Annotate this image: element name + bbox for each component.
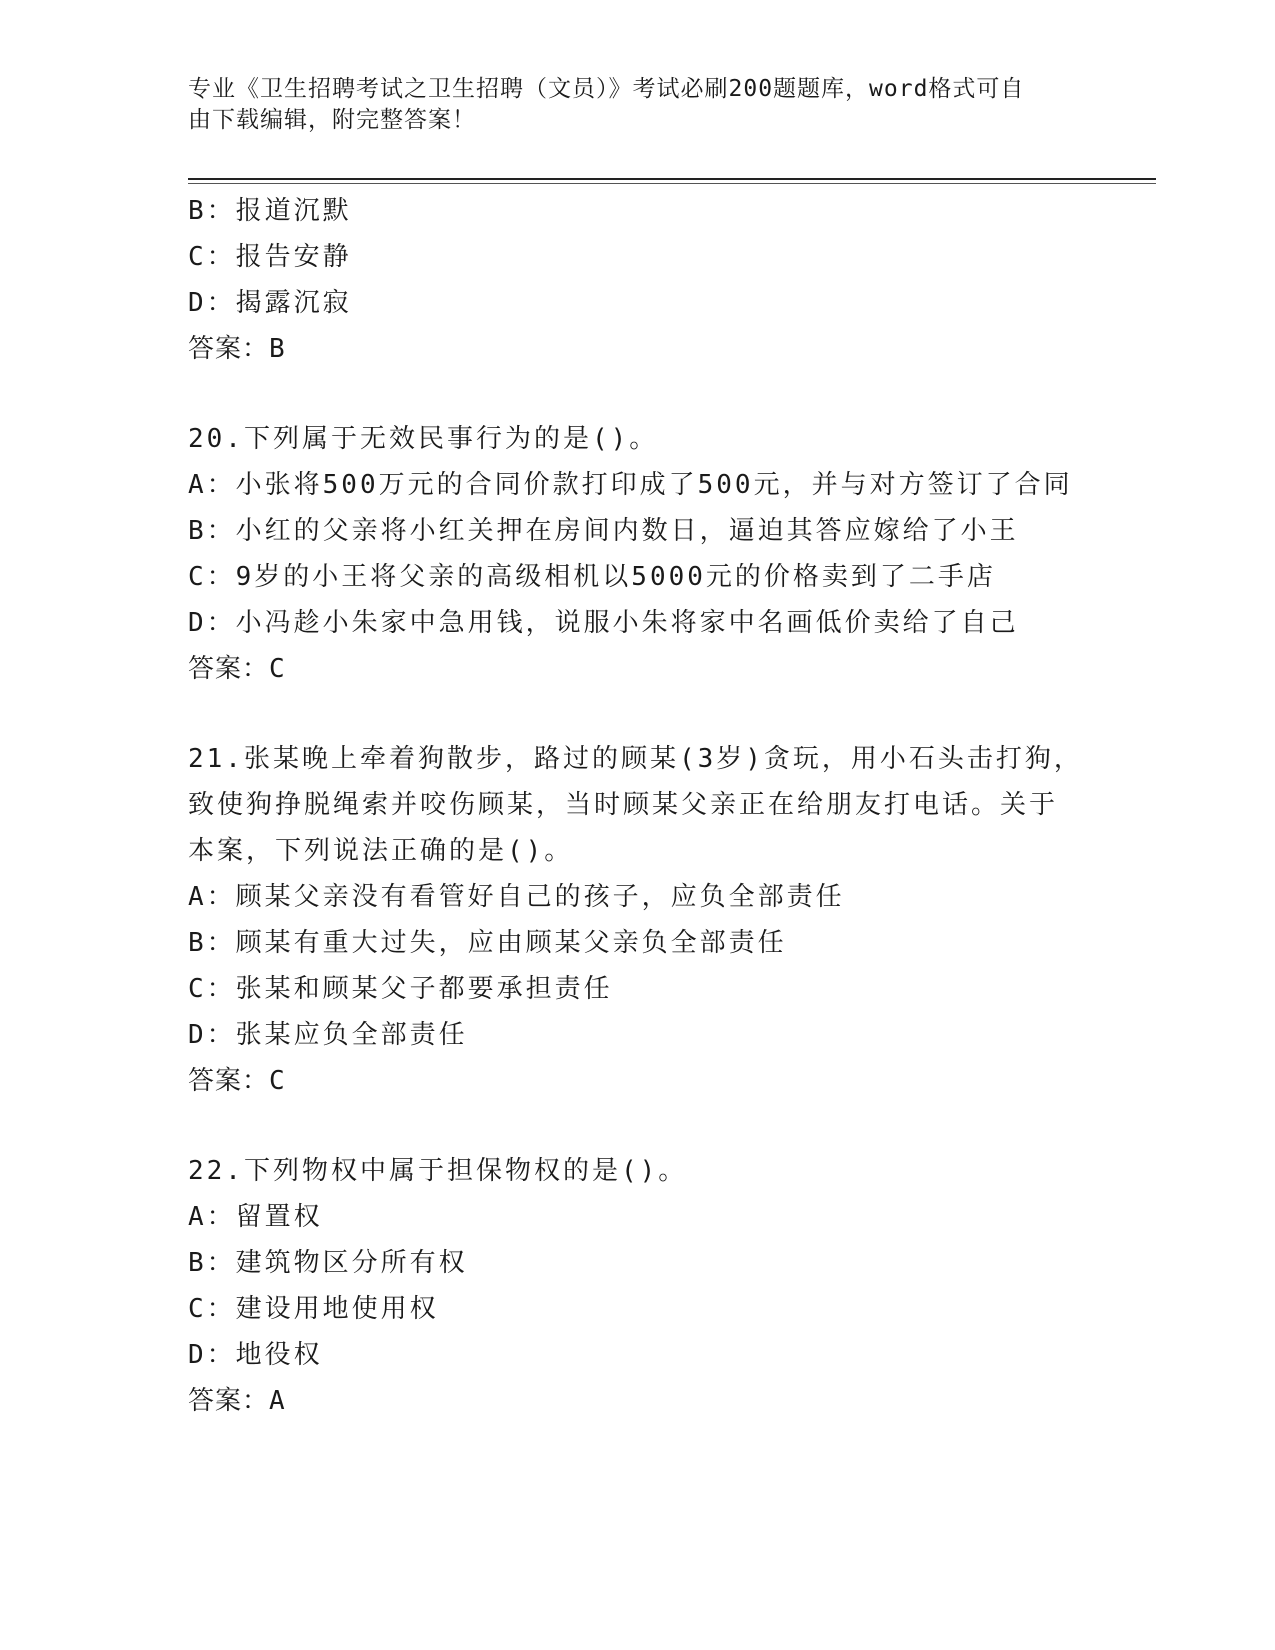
answer-line [188, 1378, 1156, 1424]
answer-label: 答案： [188, 1066, 270, 1096]
question-stem: 本案，下列说法正确的是()。 [188, 836, 574, 866]
answer-line [188, 326, 1156, 372]
answer-value: A [269, 1386, 286, 1416]
option-line: D：小冯趁小朱家中急用钱，说服小朱将家中名画低价卖给了自己 [188, 608, 1019, 638]
option-line: B：顾某有重大过失，应由顾某父亲负全部责任 [188, 928, 787, 958]
option-line: C：张某和顾某父子都要承担责任 [188, 974, 613, 1004]
header-line-1: 专业《卫生招聘考试之卫生招聘（文员）》考试必刷200题题库，word格式可自 [188, 76, 1025, 102]
option-line: B：小红的父亲将小红关押在房间内数日，逼迫其答应嫁给了小王 [188, 516, 1019, 546]
answer-value: C [269, 654, 286, 684]
answer-label: 答案： [188, 334, 270, 364]
answer-label: 答案： [188, 654, 270, 684]
option-line: C：报告安静 [188, 242, 352, 272]
answer-label: 答案： [188, 1386, 270, 1416]
answer-value: B [269, 334, 286, 364]
question-block [188, 736, 1156, 1104]
option-line: A：顾某父亲没有看管好自己的孩子，应负全部责任 [188, 882, 845, 912]
option-line: B：建筑物区分所有权 [188, 1248, 468, 1278]
option-line: C：建设用地使用权 [188, 1294, 439, 1324]
option-line: C：9岁的小王将父亲的高级相机以5000元的价格卖到了二手店 [188, 562, 996, 592]
question-stem: 22.下列物权中属于担保物权的是()。 [188, 1156, 688, 1186]
answer-line [188, 1058, 1156, 1104]
question-stem: 21.张某晚上牵着狗散步，路过的顾某(3岁)贪玩，用小石头击打狗， [188, 744, 1083, 774]
document-header [188, 74, 1068, 136]
option-line: A：留置权 [188, 1202, 323, 1232]
question-block [188, 416, 1156, 692]
option-line: D：张某应负全部责任 [188, 1020, 468, 1050]
answer-value: C [269, 1066, 286, 1096]
header-divider [188, 178, 1156, 180]
prev-question-block [188, 188, 1156, 372]
header-divider-thin [188, 183, 1156, 184]
question-block [188, 1148, 1156, 1424]
option-line: A：小张将500万元的合同价款打印成了500元，并与对方签订了合同 [188, 470, 1073, 500]
question-stem: 致使狗挣脱绳索并咬伤顾某，当时顾某父亲正在给朋友打电话。关于 [188, 790, 1059, 820]
option-line: D：地役权 [188, 1340, 323, 1370]
option-line: D：揭露沉寂 [188, 288, 352, 318]
answer-line [188, 646, 1156, 692]
question-stem: 20.下列属于无效民事行为的是()。 [188, 424, 659, 454]
header-line-2: 由下载编辑，附完整答案！ [188, 107, 476, 133]
option-line: B：报道沉默 [188, 196, 352, 226]
questions-body [188, 188, 1156, 1424]
